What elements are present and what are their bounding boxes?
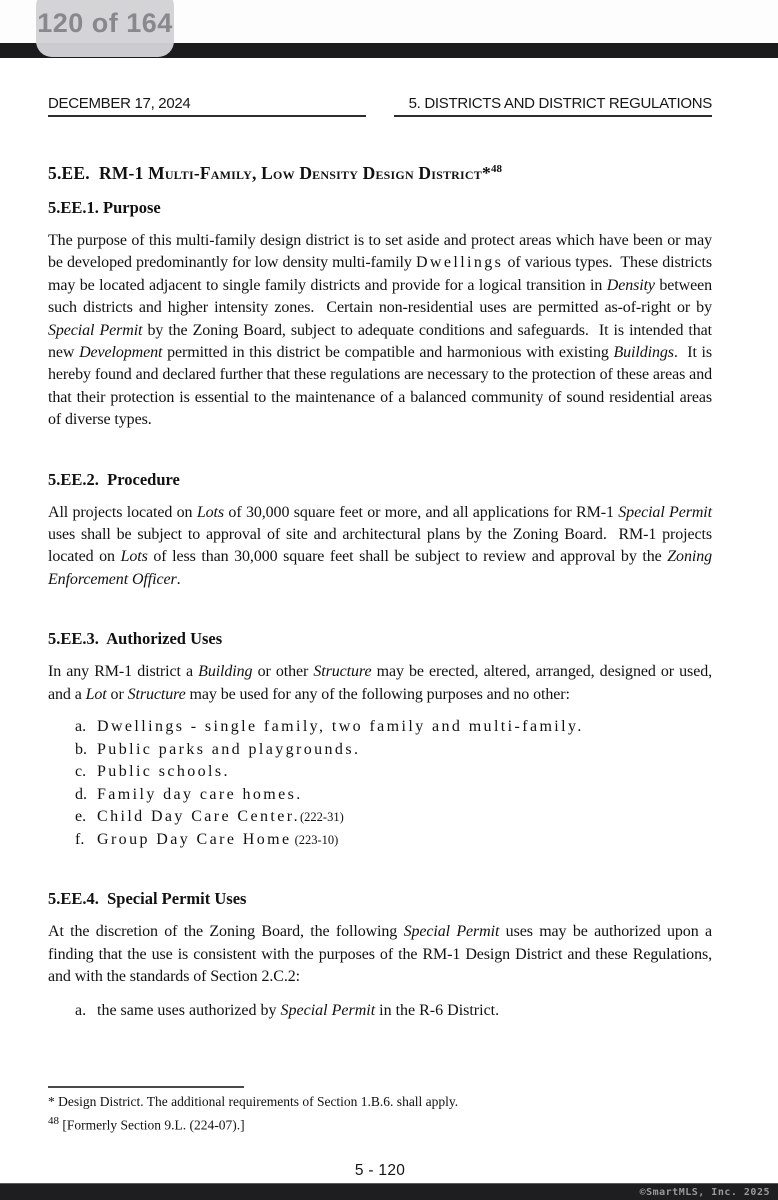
heading-purpose: 5.EE.1. Purpose: [48, 198, 161, 217]
document-page[interactable]: [0, 58, 778, 1182]
list-item-text: Public schools.: [97, 763, 230, 781]
list-item-label: b.: [75, 740, 87, 758]
authorized-uses-paragraph: In any RM-1 district a Building or other Structure may be erected, altered, arranged, designed or used, and a Lot or Structure may be used for any of the following purposes and no other:: [48, 663, 716, 703]
list-item-text: Family day care homes.: [97, 785, 303, 803]
list-item-text: Group Day Care Home (223-10): [97, 830, 339, 848]
procedure-paragraph: All projects located on Lots of 30,000 square feet or more, and all applications for RM-1 Special Permit uses shall be subject to approval of site and architectural plans by the Zoning Board. RM-1 projects located on Lots of less than 30,000 square feet shall be subject to review and approval by the Zoning Enforcement Officer.: [48, 503, 716, 588]
list-item: [48, 784, 712, 807]
footnote-asterisk: * Design District. The additional requirements of Section 1.B.6. shall apply.: [48, 1094, 459, 1109]
heading-authorized-uses: 5.EE.3. Authorized Uses: [48, 629, 223, 649]
folio-page-number: 5 - 120: [354, 1161, 406, 1179]
list-item-text: Public parks and playgrounds.: [97, 740, 361, 758]
list-item-label: a.: [75, 718, 87, 736]
special-permit-paragraph: At the discretion of the Zoning Board, the following Special Permit uses may be authorized upon a finding that the use is consistent with the purposes of the RM-1 Design District and these Regulations, and with the standards of Section 2.C.2:: [48, 923, 716, 985]
authorized-uses-list: [48, 716, 712, 851]
list-item: [48, 739, 712, 762]
footnote-48: $^{48}$ [Formerly Section 9.L. (224-07).]: [48, 1115, 245, 1133]
list-item: [48, 806, 712, 829]
copyright-label: ©SmartMLS, Inc. 2025: [639, 1186, 770, 1198]
list-item: [48, 761, 712, 784]
list-item: [48, 716, 712, 739]
purpose-paragraph: The purpose of this multi-family design district is to set aside and protect areas which have been or may be developed predominantly for low density multi-family Dwellings of various types. These districts may be located adjacent to single family districts and provide for a logical transition in Density between such districts and higher intensity zones. Certain non-residential uses are permitted as-of-right or by Special Permit by the Zoning Board, subject to adequate conditions and safeguards. It is intended that new Development permitted in this district be compatible and harmonious with existing Buildings. It is hereby found and declared further that these regulations are necessary to the protection of these areas and that their protection is essential to the maintenance of a balanced community of sound residential areas of diverse types.: [48, 232, 716, 429]
special-permit-list: [48, 1000, 712, 1022]
heading-special-permit-uses: 5.EE.4. Special Permit Uses: [48, 889, 247, 909]
list-item-label: c.: [75, 763, 87, 781]
section-title: 5.EE. RM-1 Multi-Family, Low Density Design District*$^{48}$: [48, 163, 502, 183]
heading-procedure: 5.EE.2. Procedure: [48, 469, 180, 489]
list-item-text: the same uses authorized by Special Permit in the R-6 District.: [97, 1002, 500, 1020]
list-item-label: f.: [75, 830, 85, 848]
viewer-bottom-bar: [0, 1183, 778, 1200]
header-date: DECEMBER 17, 2024: [48, 95, 366, 117]
list-item-text: Child Day Care Center.(222-31): [97, 808, 344, 826]
list-item-label: d.: [75, 785, 87, 803]
page-indicator-label: 120 of 164: [37, 8, 173, 38]
footnote-divider: [48, 1086, 244, 1088]
document-header: [48, 95, 712, 117]
header-chapter: 5. DISTRICTS AND DISTRICT REGULATIONS: [394, 95, 712, 117]
list-item-label: e.: [75, 808, 87, 826]
page-footer: [48, 1086, 712, 1180]
list-item: [48, 1000, 712, 1022]
list-item-label: a.: [75, 1002, 87, 1020]
list-item: [48, 829, 712, 852]
list-item-text: Dwellings - single family, two family and multi-family.: [97, 718, 584, 736]
page-indicator-pill: [36, 0, 174, 57]
